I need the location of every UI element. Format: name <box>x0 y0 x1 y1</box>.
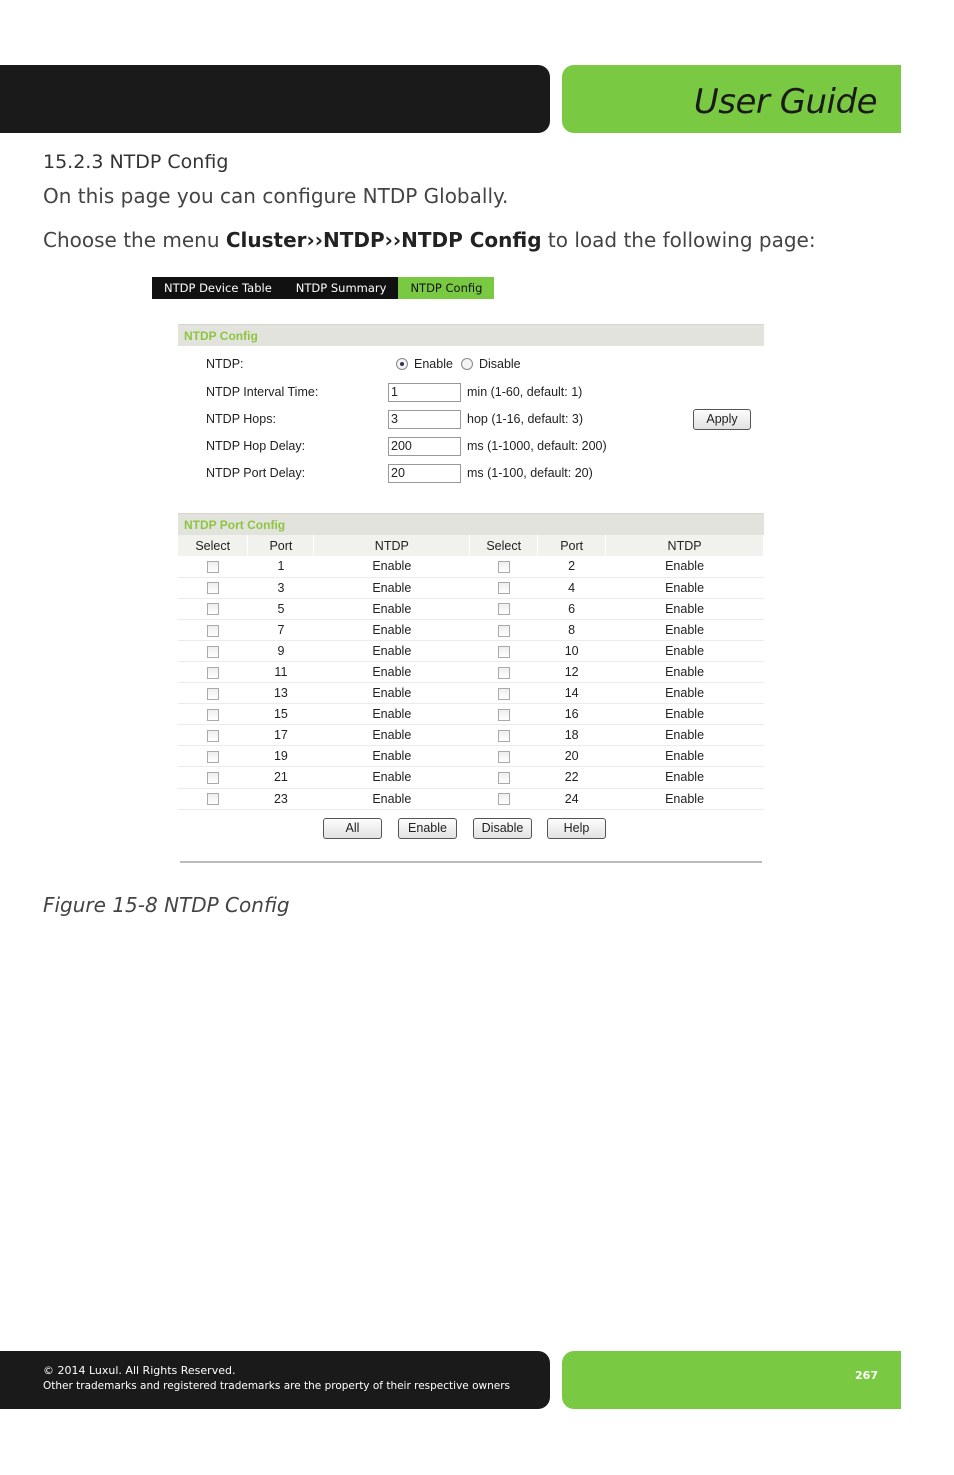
ntdp-config-heading: NTDP Config <box>178 324 764 346</box>
hop-delay-hint: ms (1-1000, default: 200) <box>467 439 607 453</box>
port-select-checkbox[interactable] <box>498 603 510 615</box>
hop-delay-label: NTDP Hop Delay: <box>206 439 306 453</box>
menu-suffix: to load the following page: <box>541 228 816 252</box>
select-cell <box>178 767 248 788</box>
port-number: 7 <box>248 619 314 640</box>
port-number: 11 <box>248 661 314 682</box>
header-black-bar <box>0 65 550 133</box>
port-table-body <box>178 556 764 809</box>
port-delay-row <box>206 463 593 483</box>
port-number: 17 <box>248 725 314 746</box>
screenshot-bottom-rule <box>180 861 762 863</box>
select-cell <box>470 661 538 682</box>
port-select-checkbox[interactable] <box>207 772 219 784</box>
port-number: 10 <box>538 640 606 661</box>
port-delay-hint: ms (1-100, default: 20) <box>467 466 593 480</box>
port-ntdp-status: Enable <box>314 577 470 598</box>
port-number: 21 <box>248 767 314 788</box>
port-delay-input[interactable] <box>388 464 461 483</box>
port-select-checkbox[interactable] <box>207 751 219 763</box>
port-ntdp-status: Enable <box>314 640 470 661</box>
port-ntdp-status: Enable <box>606 640 764 661</box>
disable-radio[interactable] <box>461 358 473 370</box>
port-number: 15 <box>248 704 314 725</box>
table-row <box>178 640 764 661</box>
menu-prefix: Choose the menu <box>43 228 226 252</box>
port-action-buttons <box>323 818 623 840</box>
port-select-checkbox[interactable] <box>498 688 510 700</box>
interval-time-label: NTDP Interval Time: <box>206 385 319 399</box>
port-ntdp-status: Enable <box>606 577 764 598</box>
port-ntdp-status: Enable <box>606 556 764 577</box>
select-cell <box>178 746 248 767</box>
tab-ntdp-summary[interactable]: NTDP Summary <box>295 281 387 295</box>
figure-caption: Figure 15-8 NTDP Config <box>43 893 290 917</box>
select-cell <box>178 704 248 725</box>
port-ntdp-status: Enable <box>606 598 764 619</box>
footer-black-bar <box>0 1351 550 1409</box>
port-ntdp-status: Enable <box>314 661 470 682</box>
port-select-checkbox[interactable] <box>207 646 219 658</box>
interval-time-row <box>206 382 582 402</box>
disable-radio-label: Disable <box>478 357 521 371</box>
table-row <box>178 788 764 809</box>
port-number: 22 <box>538 767 606 788</box>
port-select-checkbox[interactable] <box>207 625 219 637</box>
port-select-checkbox[interactable] <box>207 730 219 742</box>
port-ntdp-status: Enable <box>606 619 764 640</box>
enable-radio[interactable] <box>396 358 408 370</box>
table-row <box>178 767 764 788</box>
page-number: 267 <box>855 1369 878 1382</box>
ntdp-port-config-panel <box>178 513 764 810</box>
select-cell <box>470 640 538 661</box>
select-cell <box>178 598 248 619</box>
port-ntdp-status: Enable <box>314 619 470 640</box>
select-cell <box>470 725 538 746</box>
tab-ntdp-config[interactable]: NTDP Config <box>398 277 494 299</box>
ntdp-label: NTDP: <box>206 357 244 371</box>
ntdp-toggle-row <box>206 354 521 374</box>
port-number: 9 <box>248 640 314 661</box>
col-header-ntdp: NTDP <box>314 535 470 556</box>
table-row <box>178 556 764 577</box>
col-header-port: Port <box>538 535 606 556</box>
enable-radio-label: Enable <box>414 357 453 371</box>
select-cell <box>470 746 538 767</box>
port-number: 2 <box>538 556 606 577</box>
select-cell <box>470 704 538 725</box>
footer-green-bar <box>562 1351 901 1409</box>
select-cell <box>470 683 538 704</box>
port-ntdp-status: Enable <box>606 683 764 704</box>
col-header-ntdp: NTDP <box>606 535 764 556</box>
port-select-checkbox[interactable] <box>498 625 510 637</box>
table-row <box>178 598 764 619</box>
port-ntdp-status: Enable <box>606 767 764 788</box>
table-row <box>178 661 764 682</box>
port-config-table <box>178 535 764 810</box>
port-number: 20 <box>538 746 606 767</box>
hops-hint: hop (1-16, default: 3) <box>467 412 584 426</box>
port-ntdp-status: Enable <box>314 725 470 746</box>
port-ntdp-status: Enable <box>314 746 470 767</box>
port-select-checkbox[interactable] <box>498 667 510 679</box>
col-header-select: Select <box>178 535 248 556</box>
hop-delay-input[interactable] <box>388 437 461 456</box>
table-row <box>178 577 764 598</box>
section-title: 15.2.3 NTDP Config <box>43 151 229 173</box>
hops-label: NTDP Hops: <box>206 412 276 426</box>
port-number: 19 <box>248 746 314 767</box>
tab-ntdp-device-table[interactable]: NTDP Device Table <box>164 281 272 295</box>
table-row <box>178 619 764 640</box>
port-select-checkbox[interactable] <box>207 688 219 700</box>
hops-input[interactable] <box>388 410 461 429</box>
col-header-port: Port <box>248 535 314 556</box>
table-row <box>178 746 764 767</box>
menu-path: Cluster››NTDP››NTDP Config <box>225 228 542 252</box>
enable-button[interactable]: Enable <box>398 818 457 839</box>
port-select-checkbox[interactable] <box>498 646 510 658</box>
port-ntdp-status: Enable <box>314 598 470 619</box>
select-cell <box>178 683 248 704</box>
table-row <box>178 704 764 725</box>
port-ntdp-status: Enable <box>314 767 470 788</box>
port-number: 13 <box>248 683 314 704</box>
select-cell <box>470 577 538 598</box>
select-cell <box>178 577 248 598</box>
header-green-bar <box>562 65 901 133</box>
select-cell <box>470 767 538 788</box>
interval-time-input[interactable] <box>388 383 461 402</box>
select-cell <box>470 619 538 640</box>
all-button[interactable]: All <box>323 818 382 839</box>
port-ntdp-status: Enable <box>314 683 470 704</box>
port-ntdp-status: Enable <box>606 725 764 746</box>
ntdp-config-panel <box>178 324 764 492</box>
select-cell <box>470 788 538 809</box>
port-select-checkbox[interactable] <box>498 793 510 805</box>
table-row <box>178 683 764 704</box>
port-number: 23 <box>248 788 314 809</box>
port-select-checkbox[interactable] <box>498 730 510 742</box>
port-ntdp-status: Enable <box>314 788 470 809</box>
apply-button[interactable]: Apply <box>693 409 751 430</box>
port-select-checkbox[interactable] <box>207 561 219 573</box>
port-ntdp-status: Enable <box>606 746 764 767</box>
header-title: User Guide <box>693 82 877 122</box>
port-ntdp-status: Enable <box>606 661 764 682</box>
port-select-checkbox[interactable] <box>498 709 510 721</box>
port-select-checkbox[interactable] <box>207 793 219 805</box>
port-select-checkbox[interactable] <box>498 561 510 573</box>
port-select-checkbox[interactable] <box>498 751 510 763</box>
port-number: 6 <box>538 598 606 619</box>
disable-button[interactable]: Disable <box>473 818 532 839</box>
select-cell <box>178 725 248 746</box>
port-number: 3 <box>248 577 314 598</box>
select-cell <box>178 661 248 682</box>
menu-instruction <box>43 228 816 252</box>
port-number: 18 <box>538 725 606 746</box>
port-number: 1 <box>248 556 314 577</box>
port-number: 8 <box>538 619 606 640</box>
port-number: 5 <box>248 598 314 619</box>
select-cell <box>178 788 248 809</box>
help-button[interactable]: Help <box>547 818 606 839</box>
copyright-text: © 2014 Luxul. All Rights Reserved. <box>43 1364 236 1377</box>
port-ntdp-status: Enable <box>314 556 470 577</box>
intro-text: On this page you can configure NTDP Globally. <box>43 184 509 208</box>
port-select-checkbox[interactable] <box>498 772 510 784</box>
select-cell <box>178 619 248 640</box>
port-number: 4 <box>538 577 606 598</box>
trademark-text: Other trademarks and registered trademarks are the property of their respective owners <box>43 1380 510 1392</box>
port-ntdp-status: Enable <box>314 704 470 725</box>
hops-row <box>206 409 583 429</box>
hop-delay-row <box>206 436 607 456</box>
port-number: 16 <box>538 704 606 725</box>
port-select-checkbox[interactable] <box>207 667 219 679</box>
port-select-checkbox[interactable] <box>498 582 510 594</box>
port-ntdp-status: Enable <box>606 788 764 809</box>
port-ntdp-status: Enable <box>606 704 764 725</box>
interval-time-hint: min (1-60, default: 1) <box>467 385 583 399</box>
col-header-select: Select <box>470 535 538 556</box>
table-row <box>178 725 764 746</box>
table-header-row <box>178 535 764 556</box>
select-cell <box>470 598 538 619</box>
port-delay-label: NTDP Port Delay: <box>206 466 306 480</box>
port-select-checkbox[interactable] <box>207 603 219 615</box>
port-number: 14 <box>538 683 606 704</box>
port-config-heading: NTDP Port Config <box>178 513 764 535</box>
select-cell <box>178 640 248 661</box>
select-cell <box>470 556 538 577</box>
tab-bar <box>152 277 484 299</box>
port-select-checkbox[interactable] <box>207 709 219 721</box>
port-number: 12 <box>538 661 606 682</box>
select-cell <box>178 556 248 577</box>
port-select-checkbox[interactable] <box>207 582 219 594</box>
port-number: 24 <box>538 788 606 809</box>
